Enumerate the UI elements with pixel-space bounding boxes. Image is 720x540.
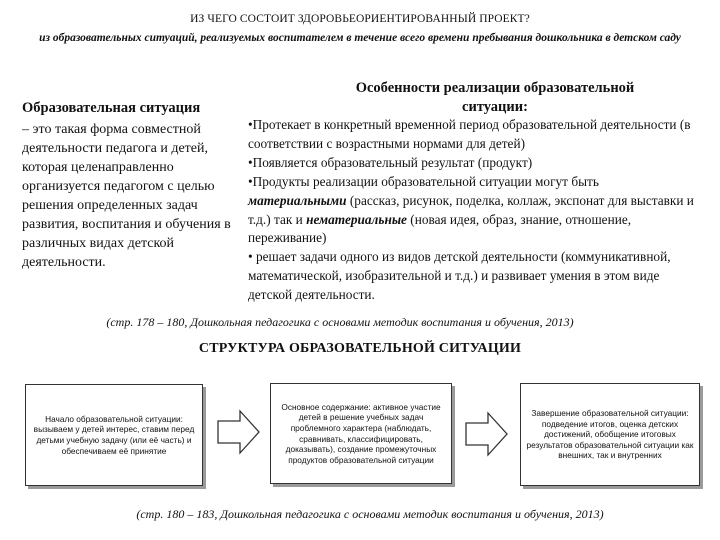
feature-em-material: материальными xyxy=(248,192,347,208)
page-title: ИЗ ЧЕГО СОСТОИТ ЗДОРОВЬЕОРИЕНТИРОВАННЫЙ ПРОЕКТ? xyxy=(190,13,530,25)
feature-item-3 xyxy=(248,173,698,249)
feature-item-3-mid: (рассказ, рисунок, поделка, коллаж, экспонат для выставки и т.д.) так и xyxy=(248,192,694,227)
feature-item-1: •Протекает в конкретный временной период образовательной деятельности (в соответствии с возрастными нормами для детей) xyxy=(248,117,691,151)
page-subtitle: из образовательных ситуаций, реализуемых воспитателем в течение всего времени пребывания дошкольника в детском саду xyxy=(39,32,681,44)
step-start-box xyxy=(25,384,203,486)
step-end-text: Завершение образовательной ситуации: подведение итогов, оценка детских достижений, обобщение итоговых результатов образовательной ситуации как внешних, так и внутренних xyxy=(526,408,694,461)
feature-item-3-tail: (новая идея, образ, знание, отношение, переживание) xyxy=(248,211,632,246)
features-list xyxy=(248,116,698,305)
reference-2: (стр. 180 – 183, Дошкольная педагогика с основами методик воспитания и обучения, 2013) xyxy=(136,507,604,521)
step-end-box xyxy=(520,383,700,486)
step-main-box xyxy=(270,383,452,484)
feature-item-2: •Появляется образовательный результат (продукт) xyxy=(248,154,533,170)
feature-item-4: • решает задачи одного из видов детской деятельности (коммуникативной, математической, изобразительной и т.д.) и развивает умения в этом виде детской деятельности. xyxy=(248,249,671,303)
arrow-right-icon xyxy=(216,408,262,456)
structure-title: СТРУКТУРА ОБРАЗОВАТЕЛЬНОЙ СИТУАЦИИ xyxy=(198,341,522,356)
feature-em-nonmaterial: нематериальные xyxy=(306,211,407,227)
definition-heading: Образовательная ситуация xyxy=(22,100,201,116)
definition-body: – это такая форма совместной деятельности педагога и детей, которая целенаправленно организуется педагогом с целью решения определенных задач развития, воспитания и обучения в различных видах детской деятельности. xyxy=(22,122,231,270)
step-start-text: Начало образовательной ситуации: вызываем у детей интерес, ставим перед детьми учебную задачу (или её часть) и обеспечиваем её принятие xyxy=(33,413,195,456)
feature-item-3-lead: •Продукты реализации образовательной ситуации могут быть xyxy=(248,173,599,189)
arrow-right-icon xyxy=(464,410,510,458)
features-heading: Особенности реализации образовательной ситуации: xyxy=(355,80,635,115)
step-main-text: Основное содержание: активное участие детей в решение учебных задач проблемного характера (наблюдать, сравнивать, классифицировать, доказывать), создание промежуточных продуктов образовательной ситуации xyxy=(281,401,441,465)
reference-1: (стр. 178 – 180, Дошкольная педагогика с основами методик воспитания и обучения, 2013) xyxy=(106,315,574,329)
